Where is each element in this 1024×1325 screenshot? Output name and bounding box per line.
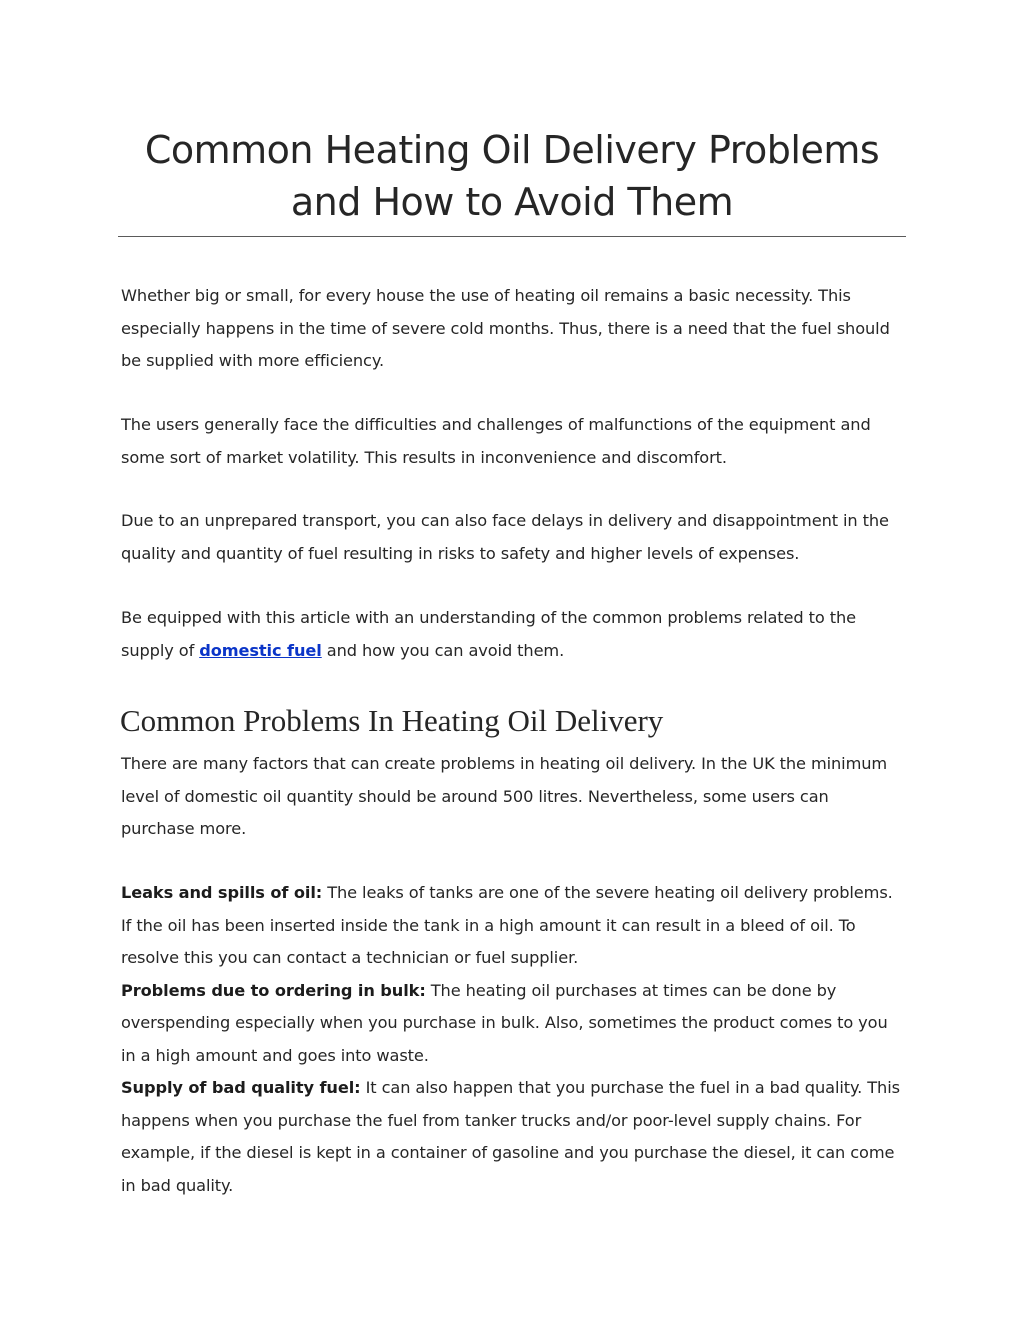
problem-item-label-bad-quality: Supply of bad quality fuel: — [121, 1078, 361, 1097]
problem-items — [121, 877, 906, 1202]
problem-item-text-bad-quality: It can also happen that you purchase the fuel in a bad quality. This happens when you purchase the fuel from tanker trucks and/or poor-level supply chains. For example, if the diesel is kept in a container of gasoline and you purchase the diesel, it can come in bad quality. — [121, 1078, 900, 1195]
title-underline-rule — [118, 236, 906, 237]
section-intro-paragraph: There are many factors that can create problems in heating oil delivery. In the UK the minimum level of domestic oil quantity should be around 500 litres. Nevertheless, some users can purchase more. — [121, 754, 888, 838]
intro-paragraph-4-after-link: and how you can avoid them. — [321, 640, 565, 660]
section-heading: Common Problems In Heating Oil Delivery — [120, 703, 664, 738]
intro-paragraph-4 — [121, 602, 906, 667]
problem-item-text-leaks: The leaks of tanks are one of the severe heating oil delivery problems. If the oil has been inserted inside the tank in a high amount it can result in a bleed of oil. To resolve this you can contact a technician or fuel supplier. — [121, 883, 893, 967]
intro-paragraph-2: The users generally face the difficulties and challenges of malfunctions of the equipment and some sort of market volatility. This results in inconvenience and discomfort. — [121, 415, 871, 467]
page-title-line-1: Common Heating Oil Delivery Problems — [144, 128, 880, 172]
page-title-line-2: and How to Avoid Them — [290, 180, 734, 224]
problem-item-text-bulk: The heating oil purchases at times can be done by overspending especially when you purchase in bulk. Also, sometimes the product comes to you in a high amount and goes into waste. — [121, 980, 888, 1065]
problem-item-label-bulk: Problems due to ordering in bulk: — [121, 980, 426, 1000]
problem-item-label-leaks: Leaks and spills of oil: — [121, 883, 323, 902]
intro-paragraph-4-before-link: Be equipped with this article with an understanding of the common problems related to the supply of — [121, 608, 856, 660]
domestic-fuel-link[interactable]: domestic fuel — [199, 640, 322, 660]
intro-paragraph-3: Due to an unprepared transport, you can also face delays in delivery and disappointment in the quality and quantity of fuel resulting in risks to safety and higher levels of expenses. — [121, 511, 889, 563]
page-title — [118, 124, 906, 228]
intro-paragraph-1: Whether big or small, for every house the use of heating oil remains a basic necessity. This especially happens in the time of severe cold months. Thus, there is a need that the fuel should be supplied with more efficiency. — [121, 286, 890, 370]
